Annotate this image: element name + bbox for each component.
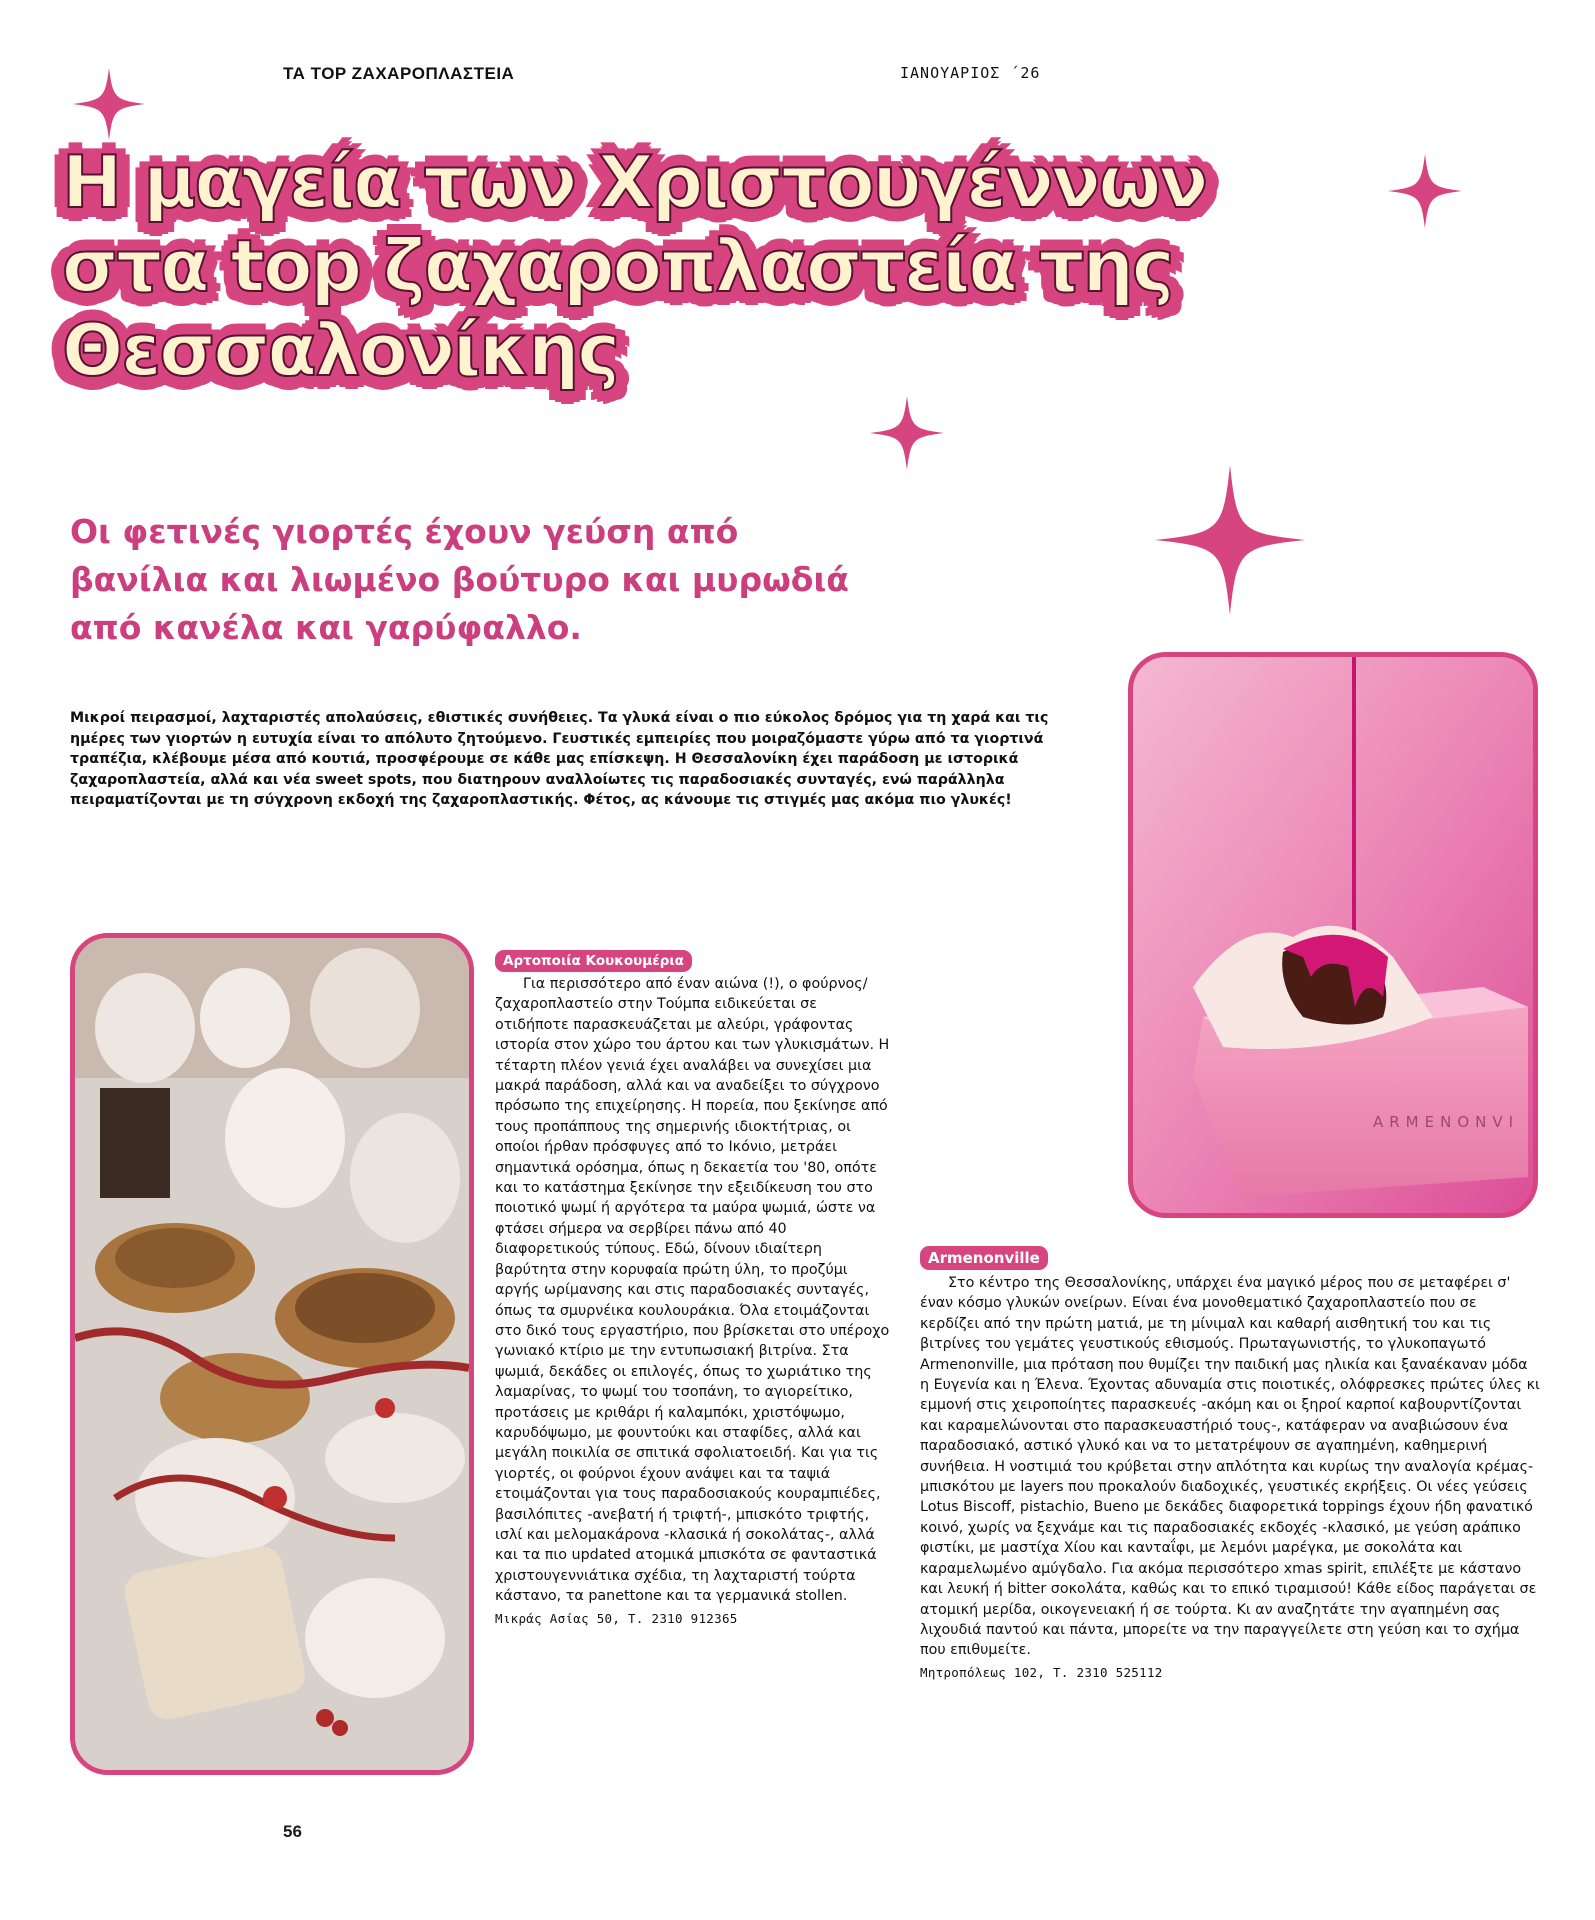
store-name-1: Αρτοποιία Κουκουμέρια [495, 950, 692, 972]
headline-line-1: Η μαγεία των Χριστουγέννων [62, 140, 1207, 224]
headline-line-2: στα top ζαχαροπλαστεία της [62, 224, 1173, 308]
store-column-2 [920, 1246, 1540, 1680]
page-number: 56 [283, 1822, 302, 1841]
store-address-1: Μικράς Ασίας 50, Τ. 2310 912365 [495, 1610, 738, 1626]
sparkle-icon [73, 68, 145, 140]
sparkle-icon [1388, 154, 1462, 228]
section-label: ΤΑ TOP ΖΑΧΑΡΟΠΛΑΣΤΕΙΑ [283, 64, 515, 83]
sparkle-icon [870, 396, 944, 470]
box-brand: ARMENONVI [1373, 1113, 1520, 1131]
headline [62, 140, 1362, 392]
store-address-2: Μητροπόλεως 102, Τ. 2310 525112 [920, 1664, 1163, 1680]
sparkle-icon [1155, 465, 1305, 615]
bakery-photo [70, 933, 474, 1775]
store-description-2: Στο κέντρο της Θεσσαλονίκης, υπάρχει ένα μαγικό μέρος που σε μεταφέρει σ' έναν κόσμο γλυκών ονείρων. Είναι ένα μονοθεματικό ζαχαροπλαστείο που σε κερδίζει από την πρώτη ματιά, με τη μίνιμαλ και καθαρή αισθητική του και τις βιτρίνες του γεμάτες γευστικούς εθισμούς. Πρωταγωνιστής, το γλυκοπαγωτό Armenonville, μια πρόταση που θυμίζει την παιδική μας ηλικία και ξαναέκαναν μόδα η Ευγενία και η Έλενα. Έχοντας αδυναμία στις ποιοτικές, ολόφρεσκες πρώτες ύλες κι εμμονή στις χειροποίητες παρασκευές -ακόμη και οι ξηροί καρποί καβουρντίζονται και καραμελώνονται στο παρασκευαστήριό τους-, κατάφεραν να αναβιώσουν ένα παραδοσιακό, αστικό γλυκό και να το μετατρέψουν σε αγαπημένη, καθημερινή συνήθεια. Η νοστιμιά του κρύβεται στην απλότητα και κυρίως την αναλογία κρέμας-μπισκότου με layers που προκαλούν διαδοχικές, γευστικές εκρήξεις. Οι νέες γεύσεις Lotus Biscoff, pistachio, Bueno με δεκάδες διαφορετικά toppings έχουν ήδη φανατικό κοινό, χωρίς να ξεχνάμε και τις παραδοσιακές εκδοχές -κλασικό, με γεύση αράπικο φιστίκι, με μαστίχα Χίου και κανταΐφι, με λεμόνι μαρέγκα, με σοκολάτα και καραμελωμένο αμύγδαλο. Για ακόμα περισσότερο xmas spirit, επιλέξτε με κάστανο και λευκή ή bitter σοκολάτα, καθώς και το επικό τιραμισού! Κάθε είδος παράγεται σε ατομική μερίδα, οικογενειακή ή σε τούρτα. Κι αν αναζητάτε την αγαπημένη σας λιχουδιά παντού και πάντα, μπορείτε να την παραγγείλετε στη γεύση και το σχήμα που επιθυμείτε. [920, 1275, 1540, 1659]
dessert-illustration [1133, 657, 1533, 1213]
store-description-1: Για περισσότερο από έναν αιώνα (!), ο φούρνος/ζαχαροπλαστείο στην Τούμπα ειδικεύεται σε οτιδήποτε παρασκευάζεται με αλεύρι, γράφοντας ιστορία στον χώρο του άρτου και των γλυκισμάτων. Η τέταρτη πλέον γενιά έχει αναλάβει να συνεχίσει μια μακρά παράδοση, αλλά και να αναδείξει το σύγχρονο πρόσωπο της επιχείρησης. Η πορεία, που ξεκίνησε από τους προπάππους της σημερινής ιδιοκτήτριας, οι οποίοι ήρθαν πρόσφυγες από το Ικόνιο, μετράει σημαντικά ορόσημα, όπως η δεκαετία του '80, οπότε και το κατάστημα ξεκίνησε την εξειδίκευση του στο ποιοτικό ψωμί ή αργότερα τα μαύρα ψωμιά, ώστε να φτάσει σήμερα να σερβίρει πάνω από 40 διαφορετικούς τύπους. Εδώ, δίνουν ιδιαίτερη βαρύτητα στην κορυφαία πρώτη ύλη, το προζύμι αργής ωρίμανσης και στις παραδοσιακές συνταγές, όπως τα σμυρνέικα κουλουράκια. Όλα ετοιμάζονται στο δικό τους εργαστήριο, που βρίσκεται στο υπέροχο γωνιακό κτίριο με την εντυπωσιακή βιτρίνα. Στα ψωμιά, δεκάδες οι επιλογές, όπως το χωριάτικο της λαμαρίνας, το ψωμί του τσοπάνη, το αγιορείτικο, προτάσεις με κριθάρι ή καλαμπόκι, χριστόψωμο, καρυδόψωμο, με φουντούκι και σταφίδες, αλλά και μεγάλη ποικιλία σε σπιτικά σφολιατοειδή. Και για τις γιορτές, οι φούρνοι έχουν ανάψει και τα ταψιά ετοιμάζονται για τους παραδοσιακούς κουραμπιέδες, βασιλόπιτες -ανεβατή ή τριφτή-, μπισκότο τριφτής, ισλί και μελομακάρονα -κλασικά ή σοκολάτας-, αλλά και τα πιο updated ατομικά μπισκότα σε φανταστικά χριστουγεννιάτικα σχέδια, τη λαχταριστή τούρτα κάστανο, τα panettone και τα γερμανικά stollen. [495, 976, 890, 1605]
intro-paragraph: Μικροί πειρασμοί, λαχταριστές απολαύσεις, εθιστικές συνήθειες. Τα γλυκά είναι ο πιο εύκολος δρόμος για τη χαρά και τις ημέρες των γιορτών η ευτυχία είναι το απόλυτο ζητούμενο. Γευστικές εμπειρίες που μοιραζόμαστε γύρω από τα γιορτινά τραπέζια, κλέβουμε μέσα από κουτιά, προσφέρουμε σε κάθε μας επίσκεψη. Η Θεσσαλονίκη έχει παράδοση με ιστορικά ζαχαροπλαστεία, αλλά και νέα sweet spots, που διατηρουν αναλλοίωτες τις παραδοσιακές συνταγές, ενώ παράλληλα πειραματίζονται με τη σύγχρονη εκδοχή της ζαχαροπλαστικής. Φέτος, ας κάνουμε τις στιγμές μας ακόμα πιο γλυκές! [70, 710, 1049, 808]
headline-line-3: Θεσσαλονίκης [62, 308, 619, 392]
subheading: Οι φετινές γιορτές έχουν γεύση από βανίλια και λιωμένο βούτυρο και μυρωδιά από κανέλα και γαρύφαλλο. [70, 512, 849, 647]
store-column-1 [495, 950, 893, 1626]
bakery-illustration [75, 938, 469, 1770]
dessert-photo [1128, 652, 1538, 1218]
store-name-2: Armenonville [920, 1246, 1048, 1270]
issue-date: ΙΑΝΟΥΑΡΙΟΣ ΄26 [900, 64, 1041, 82]
